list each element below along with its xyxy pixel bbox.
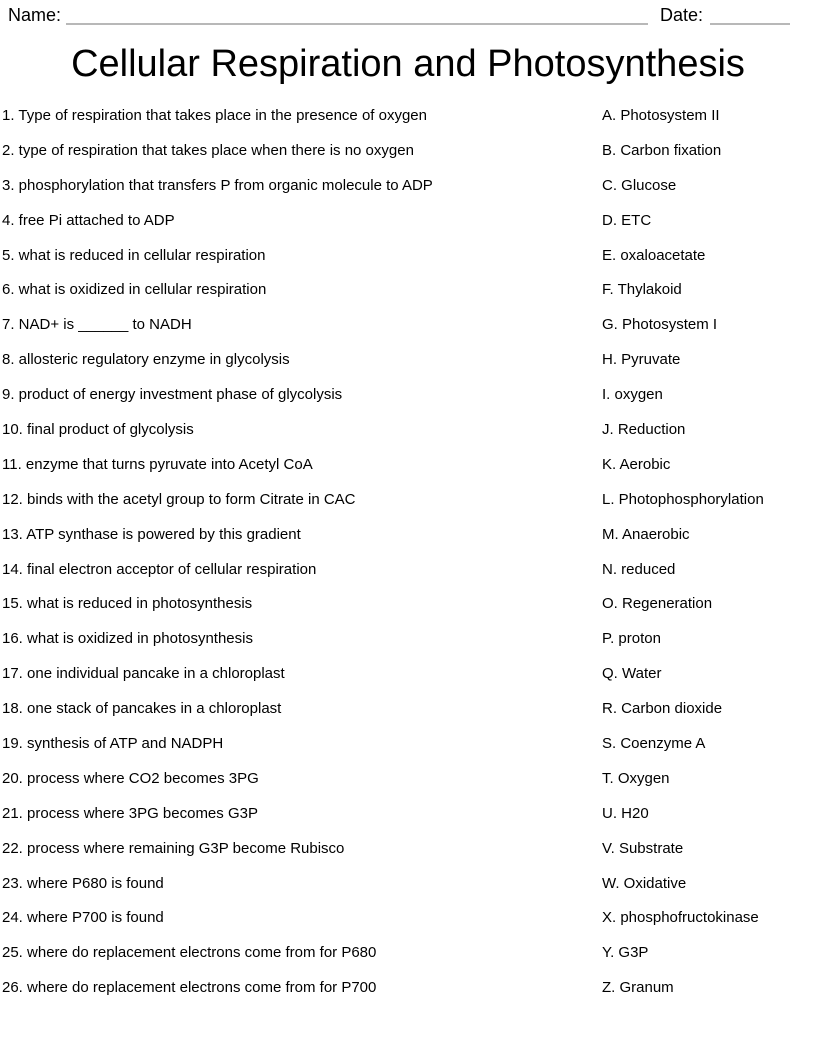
answer-item: E. oxaloacetate — [602, 246, 706, 264]
answer-item: T. Oxygen — [602, 769, 670, 787]
answer-item: L. Photophosphorylation — [602, 490, 764, 508]
answer-item: Q. Water — [602, 665, 662, 683]
question-item: 3. phosphorylation that transfers P from organic molecule to ADP — [2, 176, 433, 194]
name-label: Name: — [8, 5, 62, 25]
answer-item: A. Photosystem II — [602, 107, 720, 124]
answer-item: N. reduced — [602, 560, 676, 578]
answer-item: Y. G3P — [602, 944, 649, 962]
date-label: Date: — [659, 5, 703, 25]
answer-item: B. Carbon fixation — [602, 141, 722, 159]
question-item: 1. Type of respiration that takes place in the presence of oxygen — [2, 107, 427, 124]
answer-item: M. Anaerobic — [602, 525, 690, 543]
question-item: 22. process where remaining G3P become Rubisco — [2, 839, 345, 857]
answer-item: W. Oxidative — [602, 874, 687, 892]
question-item: 8. allosteric regulatory enzyme in glycolysis — [2, 351, 290, 369]
question-item: 25. where do replacement electrons come from for P680 — [2, 944, 377, 962]
answer-item: S. Coenzyme A — [602, 735, 706, 753]
question-item: 26. where do replacement electrons come from for P700 — [2, 979, 377, 997]
answer-item: J. Reduction — [602, 421, 686, 439]
answer-item: H. Pyruvate — [602, 351, 681, 369]
answer-item: R. Carbon dioxide — [602, 700, 723, 718]
question-item: 20. process where CO2 becomes 3PG — [2, 769, 259, 787]
answer-item: K. Aerobic — [602, 455, 671, 473]
answer-item: I. oxygen — [602, 386, 663, 404]
question-item: 24. where P700 is found — [2, 909, 164, 927]
question-item: 9. product of energy investment phase of glycolysis — [2, 386, 343, 404]
name-blank-line — [66, 7, 648, 25]
question-item: 23. where P680 is found — [2, 874, 164, 892]
question-item: 15. what is reduced in photosynthesis — [2, 595, 253, 613]
question-item: 6. what is oxidized in cellular respiration — [2, 281, 267, 299]
question-item: 18. one stack of pancakes in a chloroplast — [2, 700, 282, 718]
answer-item: F. Thylakoid — [602, 281, 682, 299]
question-item: 11. enzyme that turns pyruvate into Acetyl CoA — [2, 455, 313, 473]
worksheet-body — [0, 99, 816, 1006]
answer-item: C. Glucose — [602, 176, 677, 194]
answers-list — [602, 99, 816, 1006]
answer-item: P. proton — [602, 630, 661, 648]
question-item: 4. free Pi attached to ADP — [2, 211, 175, 229]
question-item: 7. NAD+ is ______ to NADH — [2, 316, 192, 334]
answer-item: Z. Granum — [602, 979, 674, 997]
questions-list — [2, 99, 602, 1006]
question-item: 12. binds with the acetyl group to form Citrate in CAC — [2, 490, 356, 508]
answer-item: V. Substrate — [602, 839, 684, 857]
question-item: 5. what is reduced in cellular respiration — [2, 246, 266, 264]
answer-item: U. H20 — [602, 804, 649, 822]
header — [0, 0, 816, 27]
question-item: 19. synthesis of ATP and NADPH — [2, 735, 224, 753]
question-item: 17. one individual pancake in a chloroplast — [2, 665, 285, 683]
page-title: Cellular Respiration and Photosynthesis — [71, 43, 745, 85]
answer-item: D. ETC — [602, 211, 652, 229]
question-item: 21. process where 3PG becomes G3P — [2, 804, 258, 822]
answer-item: X. phosphofructokinase — [602, 909, 759, 927]
answer-item: O. Regeneration — [602, 595, 713, 613]
question-item: 2. type of respiration that takes place when there is no oxygen — [2, 141, 414, 159]
question-item: 14. final electron acceptor of cellular respiration — [2, 560, 317, 578]
question-item: 13. ATP synthase is powered by this gradient — [2, 525, 301, 543]
date-blank-line — [710, 7, 790, 25]
answer-item: G. Photosystem I — [602, 316, 718, 334]
question-item: 16. what is oxidized in photosynthesis — [2, 630, 253, 648]
question-item: 10. final product of glycolysis — [2, 421, 194, 439]
